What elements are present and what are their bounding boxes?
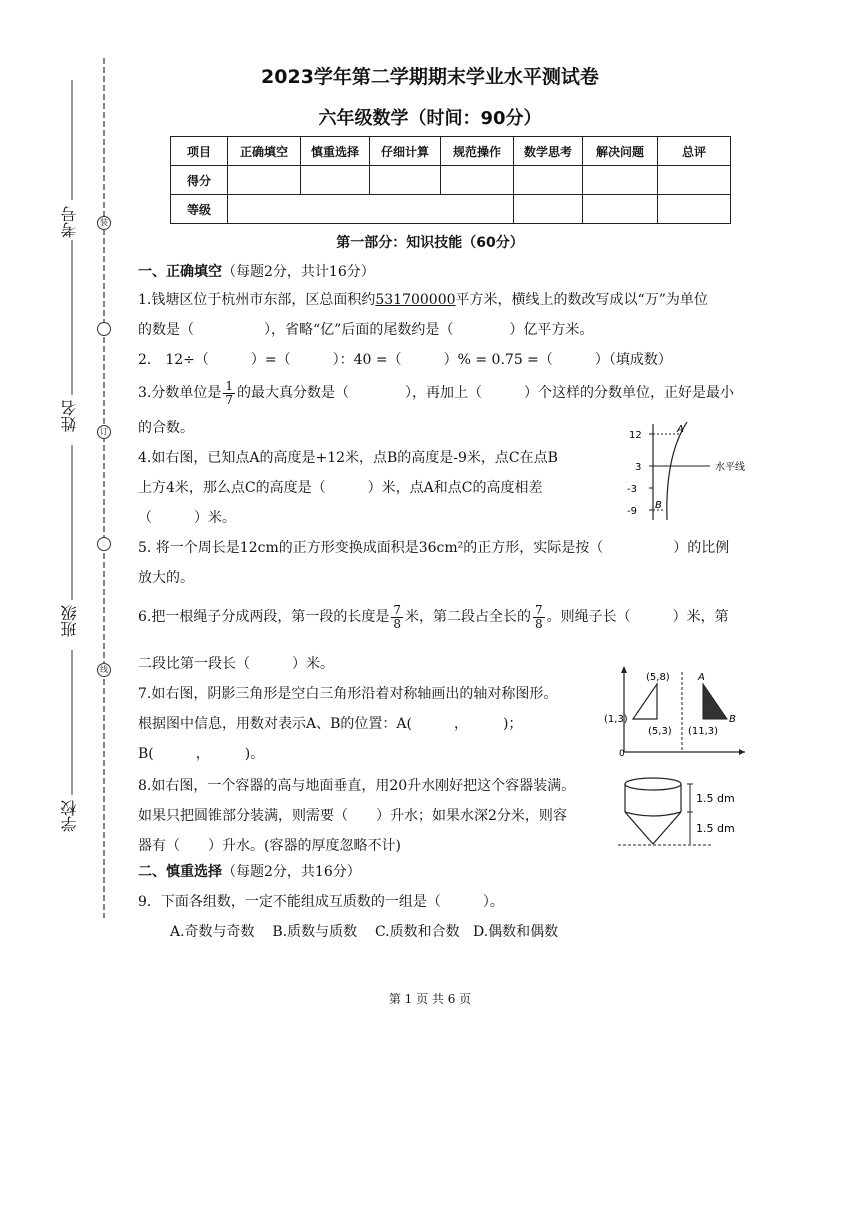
binding-mark-ding: 订 [97,425,111,439]
q1-number: 531700000 [375,292,456,308]
point-label: (5,3) [648,726,672,737]
table-header-cell: 解决问题 [583,137,658,166]
question-3 [138,378,734,408]
section-note: （每题2分，共计16分） [222,264,375,280]
score-cell[interactable] [228,166,301,195]
height-label-bottom: 1.5 dm [696,822,735,835]
exam-subtitle: 六年级数学（时间：90分） [318,108,542,129]
section-title: 二、慎重选择 [138,864,222,880]
table-row [171,166,731,195]
score-cell[interactable] [514,166,583,195]
question-9: 9．下面各组数，一定不能组成互质数的一组是（ ）。 [138,894,504,910]
q1-line2: 的数是（ ），省略“亿”后面的尾数约是（ ）亿平方米。 [138,322,594,338]
table-header-cell: 正确填空 [228,137,301,166]
point-b-label: B [729,714,736,725]
point-b-label: B [655,500,662,511]
binding-mark-zhuang: 装 [97,216,111,230]
point-label: (11,3) [688,726,719,737]
q3-text-b: 的最大真分数是（ ），再加上（ ）个这样的分数单位，正好是最小 [237,385,734,401]
option-d[interactable]: D.偶数和偶数 [472,924,559,940]
section-note: （每题2分，共16分） [222,864,361,880]
point-label: (1,3) [604,714,628,725]
score-cell[interactable] [583,166,658,195]
point-label: (5,8) [646,672,670,683]
level-label: 水平线 [715,462,745,473]
fraction-seven-eighths: $\frac{7}{8}$ [535,602,543,631]
tick-label: -3 [627,484,637,495]
option-c[interactable]: C.质数和合数 [374,924,460,940]
grade-cell[interactable] [658,195,731,224]
score-cell[interactable] [370,166,441,195]
section-heading [138,862,361,882]
q5-line2: 放大的。 [138,570,194,586]
q1-text-a: 1.钱塘区位于杭州市东部，区总面积约 [138,292,376,308]
q9-options [170,922,558,942]
tick-label: -9 [627,506,637,517]
q1-text-b: 平方米，横线上的数改写成以“万”为单位 [455,292,708,308]
q4-line1: 4.如右图，已知点A的高度是+12米，点B的高度是-9米，点C在点B [138,450,558,466]
point-a-label: A [698,672,705,683]
tick-label: 12 [629,430,642,441]
q4-line2: 上方4米，那么点C的高度是（ ）米，点A和点C的高度相差 [138,480,543,496]
section-heading [138,262,375,282]
binding-hole [97,322,111,336]
table-header-cell: 项目 [171,137,228,166]
q6-text-a: 6.把一根绳子分成两段，第一段的长度是 [138,609,390,625]
q6-text-c: 。则绳子长（ ）米，第 [546,609,729,625]
binding-hole [97,537,111,551]
label-school: 学校 [60,800,79,832]
grade-cell[interactable] [583,195,658,224]
section-title: 一、正确填空 [138,264,222,280]
table-row [171,195,731,224]
score-table [170,136,731,224]
fraction-seven-eighths: $\frac{7}{8}$ [393,602,401,631]
q8-line3: 器有（ ）升水。(容器的厚度忽略不计) [138,838,401,854]
table-row [171,137,731,166]
table-row-label: 得分 [171,166,228,195]
grade-cell[interactable] [514,195,583,224]
exam-title: 2023学年第二学期期末学业水平测试卷 [261,66,599,88]
option-a[interactable]: A.奇数与奇数 [170,924,255,940]
table-row-label: 等级 [171,195,228,224]
point-a-label: A [677,424,684,435]
part-title: 第一部分：知识技能（60分） [336,235,524,251]
question-2: 2. 12÷（ ）=（ ）：40 =（ ）% = 0.75 =（ ）（填成数） [138,352,672,368]
label-class: 班级 [60,605,79,637]
q6-text-b: 米，第二段占全长的 [405,609,531,625]
q5-line1: 5. 将一个周长是12cm的正方形变换成面积是36cm²的正方形，实际是按（ ）的比例 [138,540,730,556]
label-exam-number: 考号 [60,206,79,238]
grade-cell[interactable] [228,195,514,224]
tick-label: 3 [635,462,642,473]
question-6 [138,600,729,634]
symmetry-figure [600,664,750,758]
score-cell[interactable] [441,166,514,195]
fraction-one-seventh: $\frac{1}{7}$ [225,378,233,407]
question-1 [138,290,708,310]
option-b[interactable]: B.质数与质数 [272,924,358,940]
score-cell[interactable] [658,166,731,195]
height-figure [615,416,770,526]
q6-line2: 二段比第一段长（ ）米。 [138,656,334,672]
binding-mark-xian: 线 [97,663,111,677]
container-figure [618,774,748,850]
origin-label: 0 [619,749,625,758]
page-footer: 第 1 页 共 6 页 [388,992,472,1006]
q8-line2: 如果只把圆锥部分装满，则需要（ ）升水；如果水深2分米，则容 [138,808,567,824]
binding-margin [0,0,130,930]
label-name: 姓名 [60,400,79,432]
q7-line2: 根据图中信息，用数对表示A、B的位置：A( ， )； [138,716,523,732]
q3-line2: 的合数。 [138,420,194,436]
height-label-top: 1.5 dm [696,792,735,805]
q7-line3: B( ， )。 [138,746,265,762]
q8-line1: 8.如右图，一个容器的高与地面垂直，用20升水刚好把这个容器装满。 [138,778,576,794]
q7-line1: 7.如右图，阴影三角形是空白三角形沿着对称轴画出的轴对称图形。 [138,686,558,702]
table-header-cell: 总评 [658,137,731,166]
q4-line3: （ ）米。 [138,510,236,526]
table-header-cell: 慎重选择 [301,137,370,166]
table-header-cell: 规范操作 [441,137,514,166]
table-header-cell: 仔细计算 [370,137,441,166]
q3-text-a: 3.分数单位是 [138,385,222,401]
score-cell[interactable] [301,166,370,195]
table-header-cell: 数学思考 [514,137,583,166]
